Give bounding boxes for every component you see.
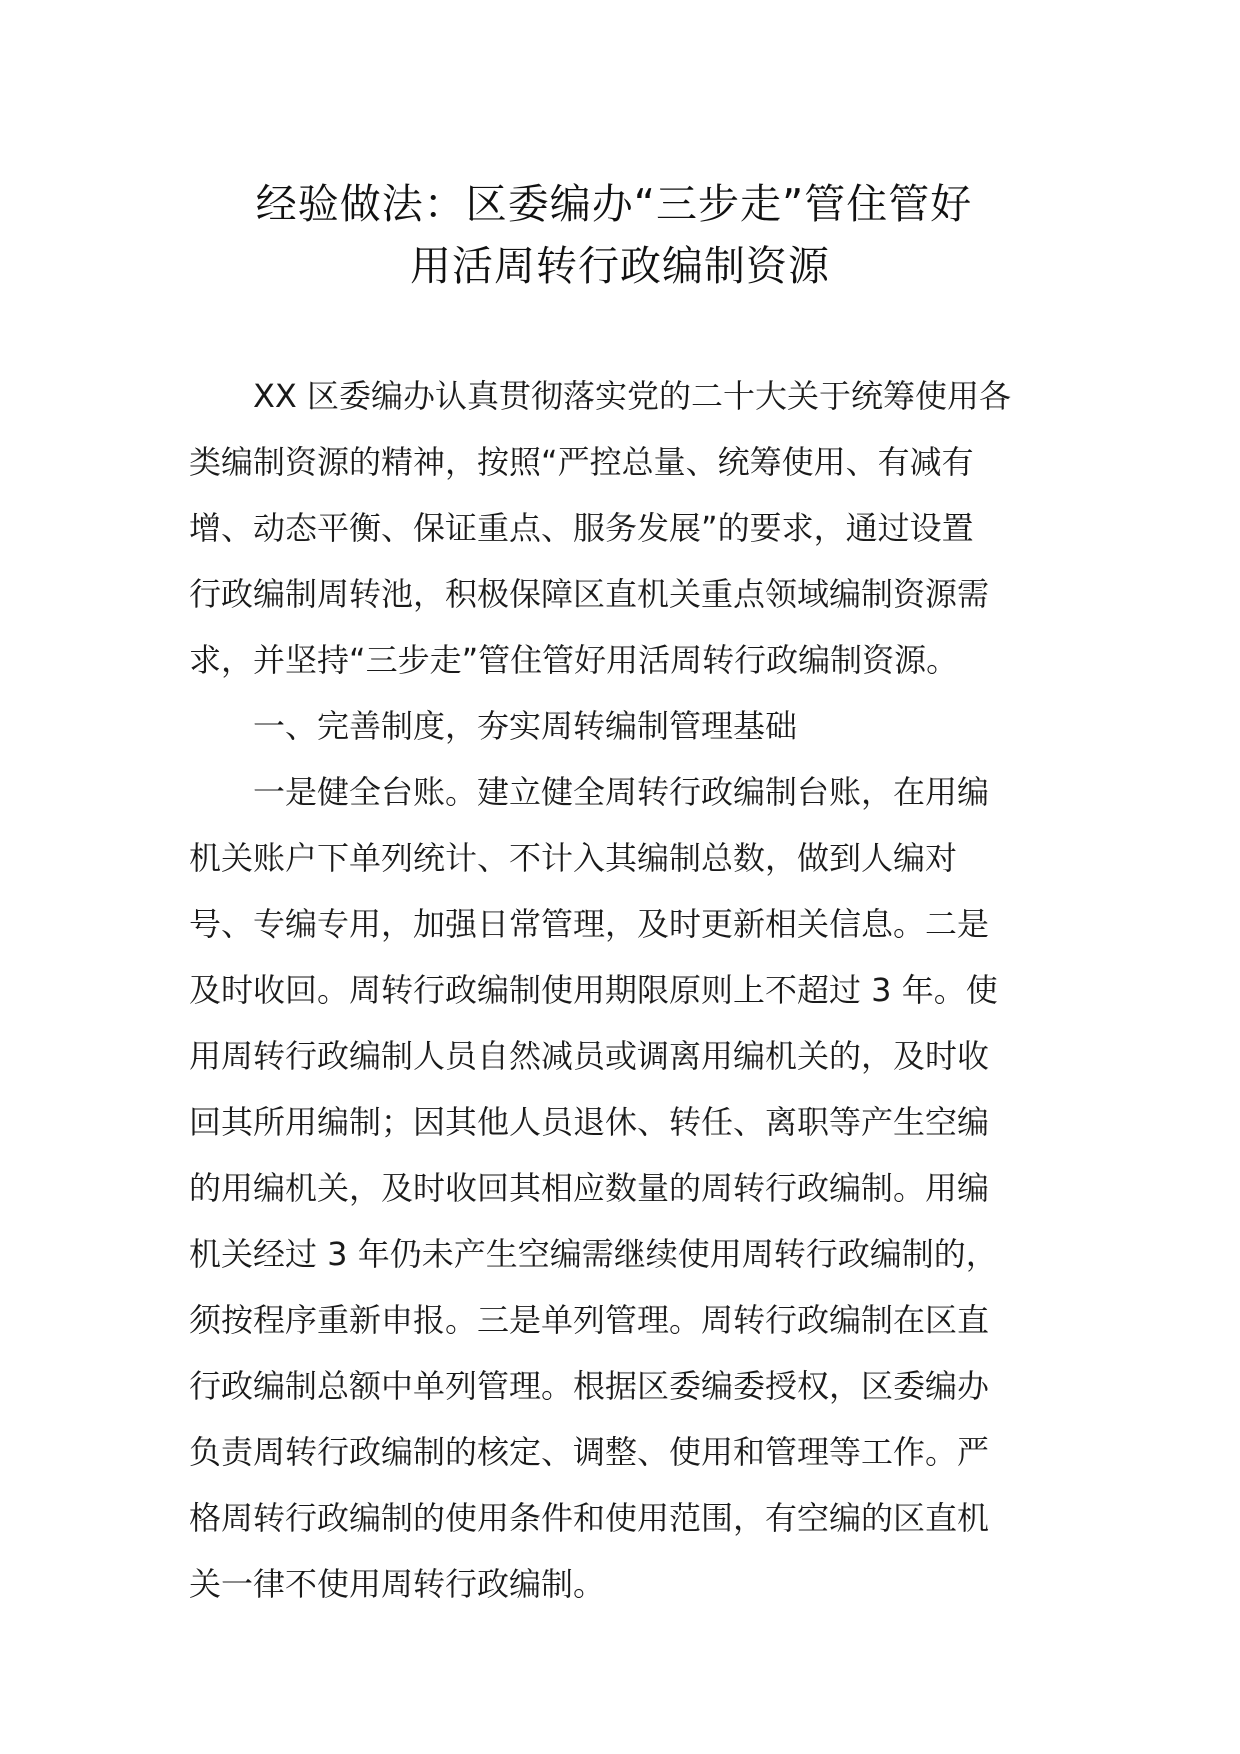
body-line-15: 须按程序重新申报。三是单列管理。周转行政编制在区直 [189,1301,990,1339]
body-line-1: XX 区委编办认真贯彻落实党的二十大关于统筹使用各 [253,377,1012,415]
body-line-19: 关一律不使用周转行政编制。 [189,1565,606,1603]
body-line-17: 负责周转行政编制的核定、调整、使用和管理等工作。严 [189,1433,990,1471]
document-title-line-2: 用活周转行政编制资源 [410,242,830,290]
body-line-16: 行政编制总额中单列管理。根据区委编委授权，区委编办 [189,1367,990,1405]
section-heading-1: 一、完善制度，夯实周转编制管理基础 [253,707,798,745]
body-line-18: 格周转行政编制的使用条件和使用范围，有空编的区直机 [189,1499,990,1537]
body-line-3: 增、动态平衡、保证重点、服务发展”的要求，通过设置 [189,509,974,547]
body-line-7: 一是健全台账。建立健全周转行政编制台账，在用编 [253,773,990,811]
body-line-12: 回其所用编制；因其他人员退休、转任、离职等产生空编 [189,1103,990,1141]
body-line-13: 的用编机关，及时收回其相应数量的周转行政编制。用编 [189,1169,990,1207]
body-line-11: 用周转行政编制人员自然减员或调离用编机关的，及时收 [189,1037,990,1075]
body-line-10: 及时收回。周转行政编制使用期限原则上不超过 3 年。使 [189,971,998,1009]
body-line-5: 求，并坚持“三步走”管住管好用活周转行政编制资源。 [189,641,959,679]
body-line-4: 行政编制周转池，积极保障区直机关重点领域编制资源需 [189,575,990,613]
body-line-14: 机关经过 3 年仍未产生空编需继续使用周转行政编制的， [189,1235,998,1273]
body-line-2: 类编制资源的精神，按照“严控总量、统筹使用、有减有 [189,443,974,481]
document-title-line-1: 经验做法：区委编办“三步走”管住管好 [255,180,973,228]
body-line-8: 机关账户下单列统计、不计入其编制总数，做到人编对 [189,839,958,877]
body-line-9: 号、专编专用，加强日常管理，及时更新相关信息。二是 [189,905,990,943]
